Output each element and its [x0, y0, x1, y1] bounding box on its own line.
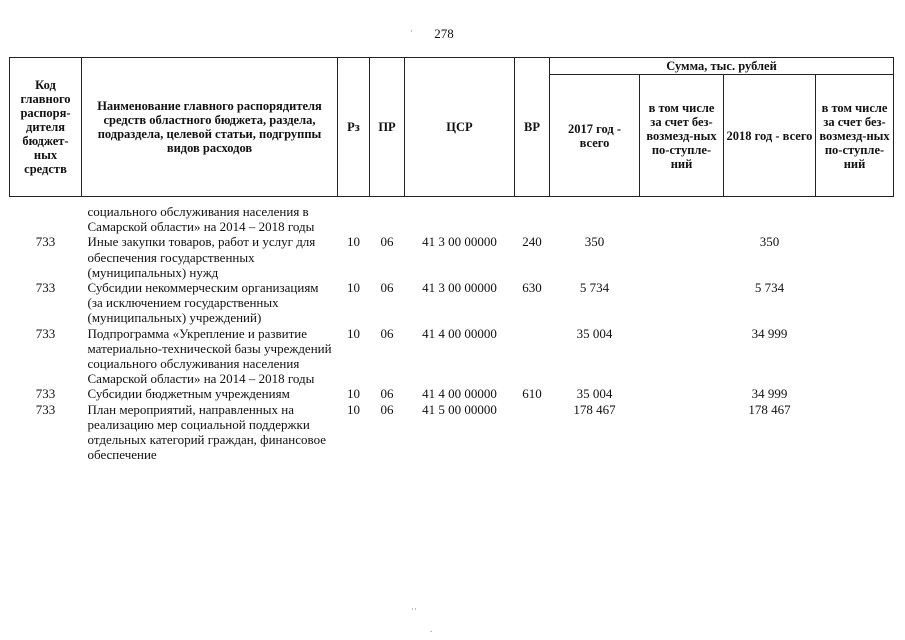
- table-row: [10, 280, 894, 326]
- cell-2017-total: 350: [584, 234, 605, 250]
- header-2017-total: 2017 год - всего: [550, 75, 640, 197]
- table-row: [10, 326, 894, 387]
- cell-2018-incl: [816, 386, 894, 401]
- cell-2017-total: 178 467: [573, 401, 616, 417]
- budget-table-body: [10, 197, 894, 463]
- cell-vr: 630: [522, 280, 542, 296]
- cell-2017-total: 35 004: [576, 386, 613, 402]
- cell-pr: 06: [380, 386, 394, 402]
- cell-code: 733: [35, 280, 56, 296]
- cell-2018-total: [724, 204, 816, 234]
- cell-2017-total: 5 734: [579, 280, 610, 296]
- cell-2017-incl: [640, 402, 724, 463]
- cell-name: социального обслуживания населения в Самарской области» на 2014 – 2018 годы: [87, 204, 315, 235]
- cell-vr: [515, 402, 550, 463]
- scan-speck: .: [430, 624, 433, 634]
- cell-rz: 10: [347, 280, 360, 296]
- header-pr: ПР: [370, 58, 405, 197]
- page-number: 278: [434, 26, 454, 41]
- header-vr: ВР: [515, 58, 550, 197]
- cell-2017-total: [550, 204, 640, 234]
- cell-2018-total: 5 734: [754, 280, 785, 296]
- header-name: Наименование главного распорядителя средств областного бюджета, раздела, подраздела, целевой статьи, подгруппы видов расходов: [82, 58, 338, 197]
- cell-2018-incl: [816, 280, 894, 326]
- cell-name: Иные закупки товаров, работ и услуг для обеспечения государственных (муниципальных) нужд: [87, 234, 316, 280]
- cell-2017-incl: [640, 280, 724, 326]
- cell-csr: 41 5 00 00000: [422, 401, 497, 417]
- cell-pr: [370, 204, 405, 234]
- header-rz: Рз: [338, 58, 370, 197]
- header-sum: Сумма, тыс. рублей: [550, 58, 894, 75]
- cell-2017-incl: [640, 326, 724, 387]
- cell-rz: 10: [347, 401, 360, 417]
- cell-rz: [338, 204, 370, 234]
- cell-name: Субсидии бюджетным учреждениям: [87, 386, 290, 402]
- cell-2018-total: 34 999: [751, 386, 788, 402]
- cell-2018-incl: [816, 326, 894, 387]
- cell-2017-incl: [640, 234, 724, 280]
- cell-2018-total: 178 467: [748, 401, 791, 417]
- cell-csr: 41 4 00 00000: [422, 325, 497, 341]
- budget-table: [9, 57, 894, 462]
- cell-csr: 41 4 00 00000: [422, 386, 497, 402]
- cell-2018-incl: [816, 402, 894, 463]
- cell-code: 733: [35, 234, 56, 250]
- table-row: [10, 402, 894, 463]
- cell-pr: 06: [380, 234, 394, 250]
- cell-vr: 240: [522, 234, 542, 250]
- cell-vr: [515, 204, 550, 234]
- cell-2018-incl: [816, 234, 894, 280]
- cell-rz: 10: [347, 325, 360, 341]
- header-2018-incl: в том числе за счет без-возмезд-ных по-ступле-ний: [816, 75, 894, 197]
- cell-2017-incl: [640, 204, 724, 234]
- cell-code: [10, 204, 82, 234]
- cell-pr: 06: [380, 401, 394, 417]
- header-csr: ЦСР: [405, 58, 515, 197]
- cell-rz: 10: [347, 234, 360, 250]
- cell-name: Субсидии некоммерческим организациям (за исключением государственных (муниципальных) учреждений): [87, 280, 319, 326]
- table-row: [10, 234, 894, 280]
- header-code: Код главного распоря-дителя бюджет-ных средств: [10, 58, 82, 197]
- cell-pr: 06: [380, 280, 394, 296]
- cell-csr: 41 3 00 00000: [422, 280, 497, 296]
- cell-code: 733: [35, 401, 56, 417]
- cell-csr: [405, 204, 515, 234]
- cell-2018-incl: [816, 204, 894, 234]
- scan-speck: ··: [411, 604, 417, 614]
- table-row: [10, 204, 894, 234]
- cell-2018-total: 34 999: [751, 325, 788, 341]
- cell-csr: 41 3 00 00000: [422, 234, 497, 250]
- cell-2018-total: 350: [759, 234, 780, 250]
- cell-name: Подпрограмма «Укрепление и развитие материально-технической базы учреждений социального обслуживания населения Самарской области» на 2014 – 2018 годы: [87, 325, 332, 387]
- cell-pr: 06: [380, 325, 394, 341]
- cell-rz: 10: [347, 386, 360, 402]
- cell-name: План мероприятий, направленных на реализацию мер социальной поддержки отдельных категорий граждан, финансовое обеспечение: [87, 401, 326, 463]
- cell-code: 733: [35, 325, 56, 341]
- cell-2017-total: 35 004: [576, 325, 613, 341]
- header-2018-total: 2018 год - всего: [724, 75, 816, 197]
- header-2017-incl: в том числе за счет без-возмезд-ных по-ступле-ний: [640, 75, 724, 197]
- scan-speck: ·: [410, 26, 413, 36]
- cell-code: 733: [35, 386, 56, 402]
- cell-vr: 610: [522, 386, 542, 402]
- cell-vr: [515, 326, 550, 387]
- table-row: [10, 386, 894, 401]
- cell-2017-incl: [640, 386, 724, 401]
